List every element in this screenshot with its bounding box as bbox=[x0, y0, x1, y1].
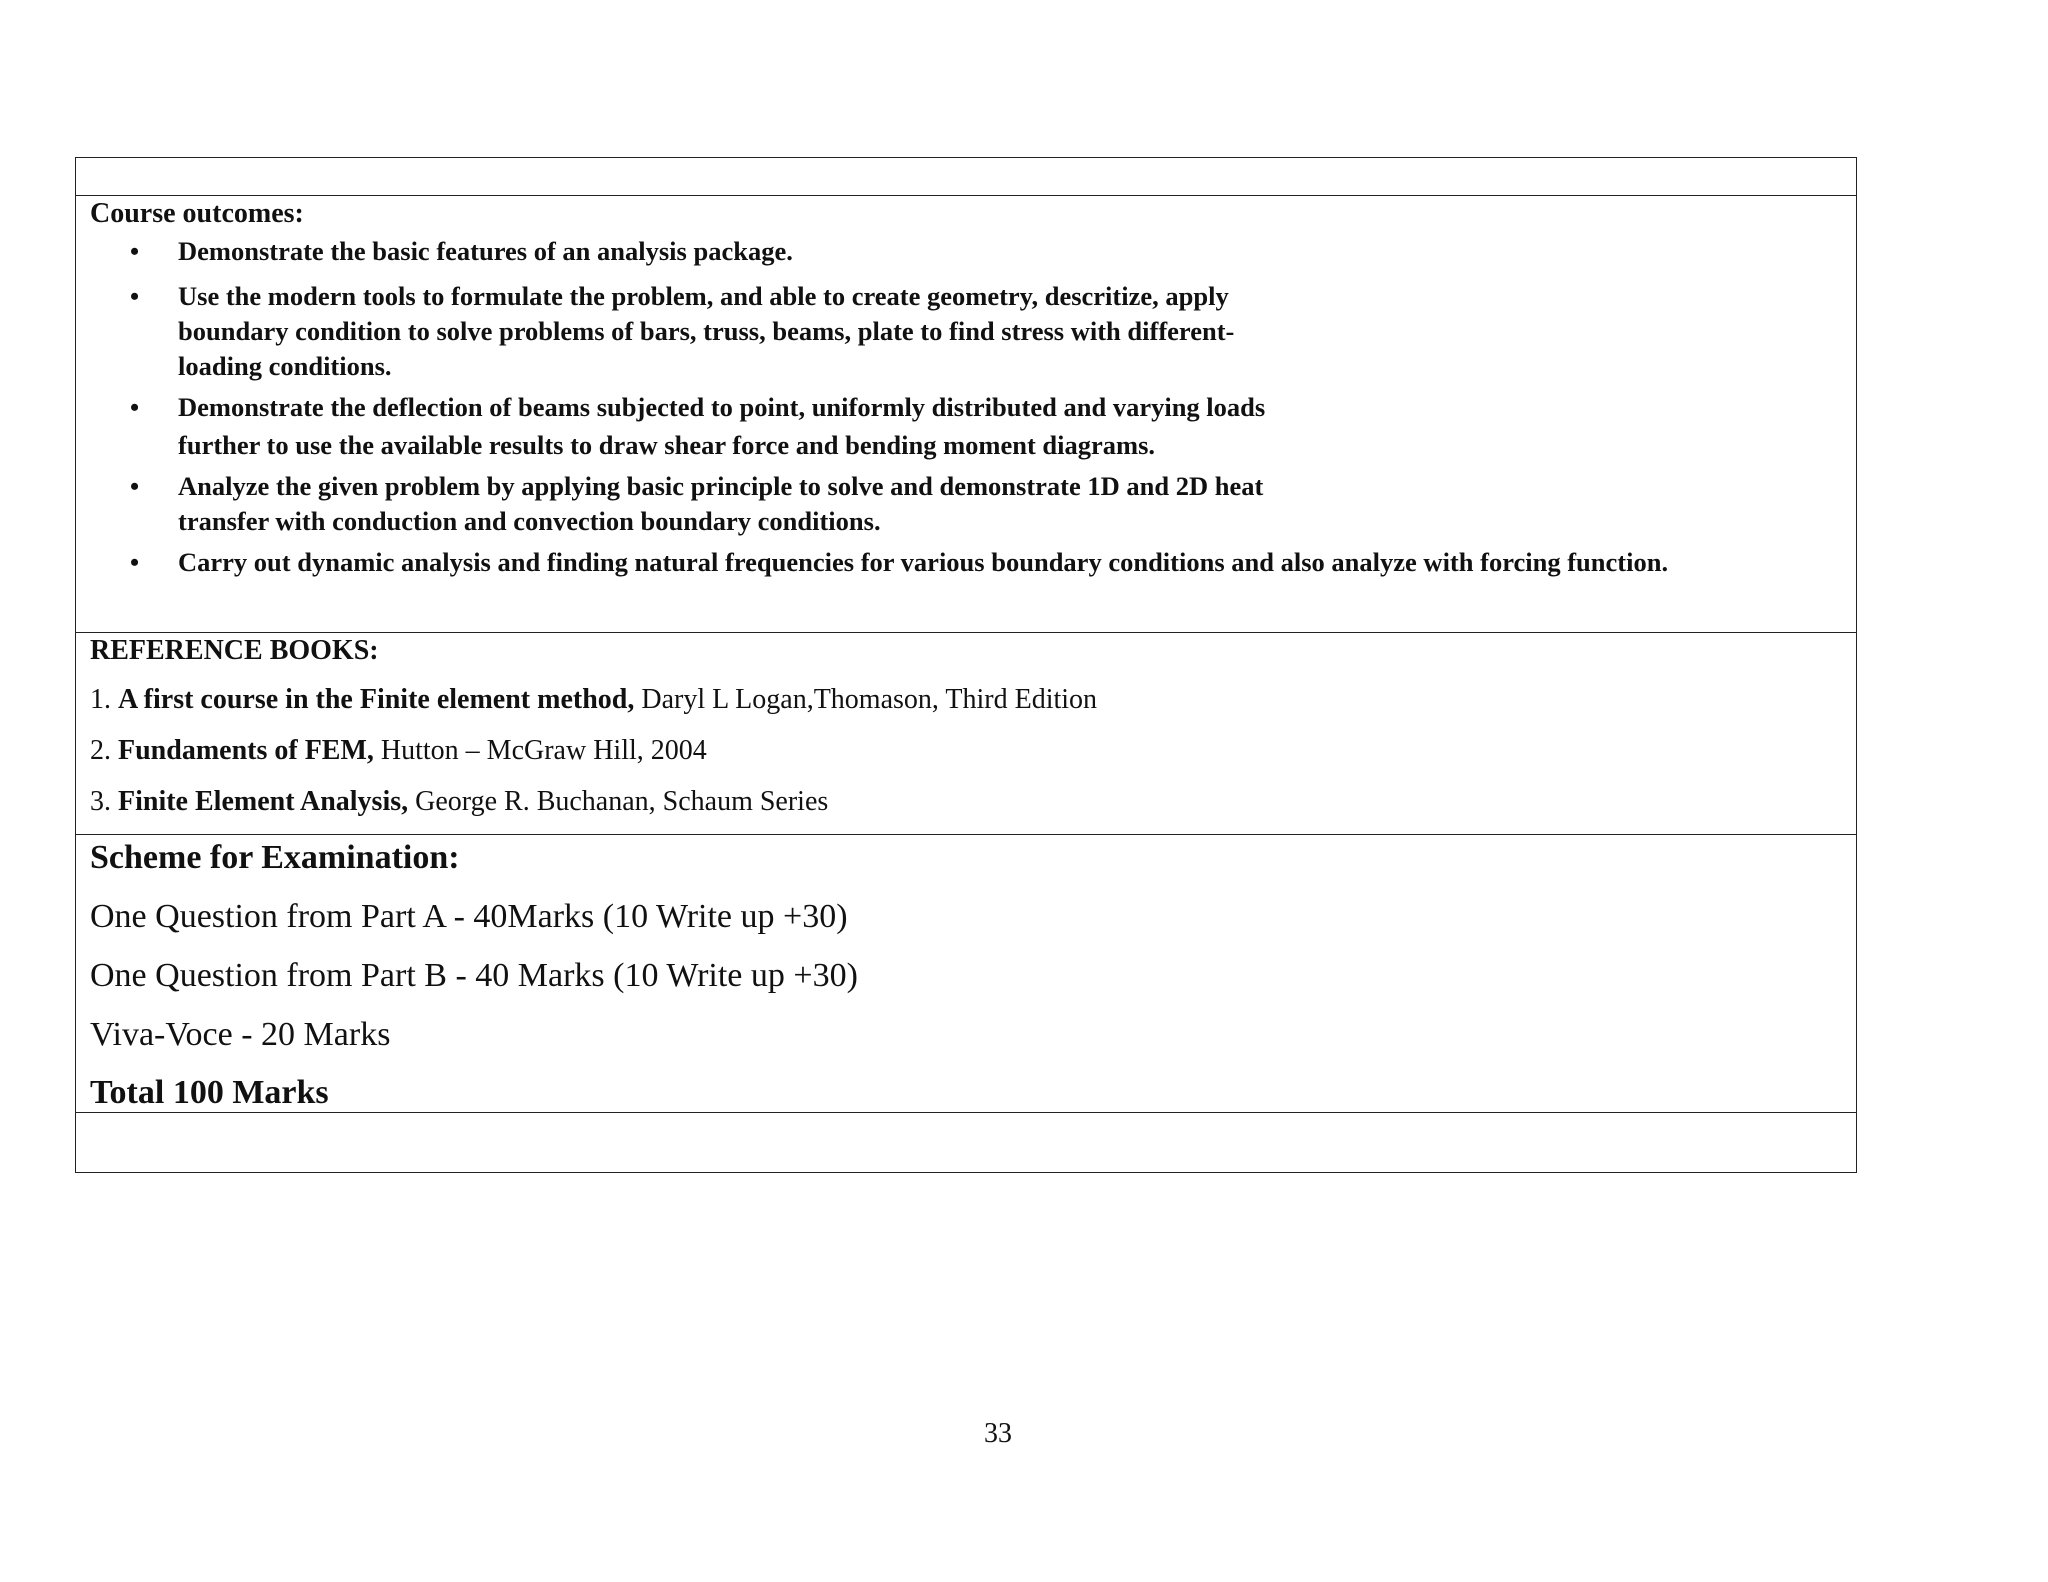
book-number: 3. bbox=[90, 786, 111, 817]
book-number: 1. bbox=[90, 684, 111, 715]
bullet-icon: • bbox=[130, 393, 140, 422]
exam-scheme-section bbox=[76, 837, 1856, 1113]
bullet-icon: • bbox=[130, 472, 140, 501]
outcome-item bbox=[90, 469, 1842, 539]
reference-book-item bbox=[90, 682, 1842, 718]
outcome-line: loading conditions. bbox=[178, 351, 392, 381]
reference-books-heading: REFERENCE BOOKS: bbox=[90, 635, 379, 666]
exam-scheme-total: Total 100 Marks bbox=[90, 1074, 329, 1111]
outcome-line: boundary condition to solve problems of bars, truss, beams, plate to find stress with different- bbox=[178, 316, 1235, 346]
course-outcomes-heading: Course outcomes: bbox=[90, 198, 304, 229]
book-title: A first course in the Finite element method, bbox=[118, 684, 635, 715]
exam-scheme-line: One Question from Part A - 40Marks (10 Write up +30) bbox=[90, 898, 848, 935]
outcome-line: Demonstrate the basic features of an analysis package. bbox=[178, 236, 793, 266]
syllabus-table bbox=[75, 157, 1857, 1173]
empty-row-top bbox=[76, 158, 1856, 196]
book-details: Hutton – McGraw Hill, 2004 bbox=[373, 735, 707, 766]
outcome-line: Carry out dynamic analysis and finding natural frequencies for various boundary conditions and also analyze with forcing function. bbox=[178, 547, 1669, 577]
book-details: George R. Buchanan, Schaum Series bbox=[408, 786, 829, 817]
outcome-line: Use the modern tools to formulate the problem, and able to create geometry, descritize, apply bbox=[178, 281, 1229, 311]
outcome-line: further to use the available results to draw shear force and bending moment diagrams. bbox=[178, 430, 1156, 460]
reference-books-section bbox=[76, 633, 1856, 835]
course-outcomes-list bbox=[90, 234, 1842, 580]
book-details: Daryl L Logan,Thomason, Third Edition bbox=[634, 684, 1098, 715]
course-outcomes-section bbox=[76, 196, 1856, 633]
empty-row-bottom bbox=[76, 1113, 1856, 1172]
book-number: 2. bbox=[90, 735, 111, 766]
outcome-item bbox=[90, 545, 1842, 580]
exam-scheme-title: Scheme for Examination: bbox=[90, 839, 460, 876]
outcome-item bbox=[90, 390, 1842, 463]
outcome-item bbox=[90, 234, 1842, 269]
bullet-icon: • bbox=[130, 282, 140, 311]
exam-scheme-line: One Question from Part B - 40 Marks (10 Write up +30) bbox=[90, 957, 858, 994]
reference-book-item bbox=[90, 733, 1842, 769]
bullet-icon: • bbox=[130, 237, 140, 266]
exam-scheme-line: Viva-Voce - 20 Marks bbox=[90, 1016, 391, 1053]
book-title: Finite Element Analysis, bbox=[118, 786, 409, 817]
outcome-line: Analyze the given problem by applying basic principle to solve and demonstrate 1D and 2D heat bbox=[178, 471, 1264, 501]
outcome-line: Demonstrate the deflection of beams subjected to point, uniformly distributed and varying loads bbox=[178, 392, 1266, 422]
book-title: Fundaments of FEM, bbox=[118, 735, 374, 766]
outcome-item bbox=[90, 279, 1842, 384]
page-number: 33 bbox=[984, 1418, 1012, 1449]
bullet-icon: • bbox=[130, 548, 140, 577]
outcome-line: transfer with conduction and convection boundary conditions. bbox=[178, 506, 881, 536]
reference-book-item bbox=[90, 784, 1842, 820]
